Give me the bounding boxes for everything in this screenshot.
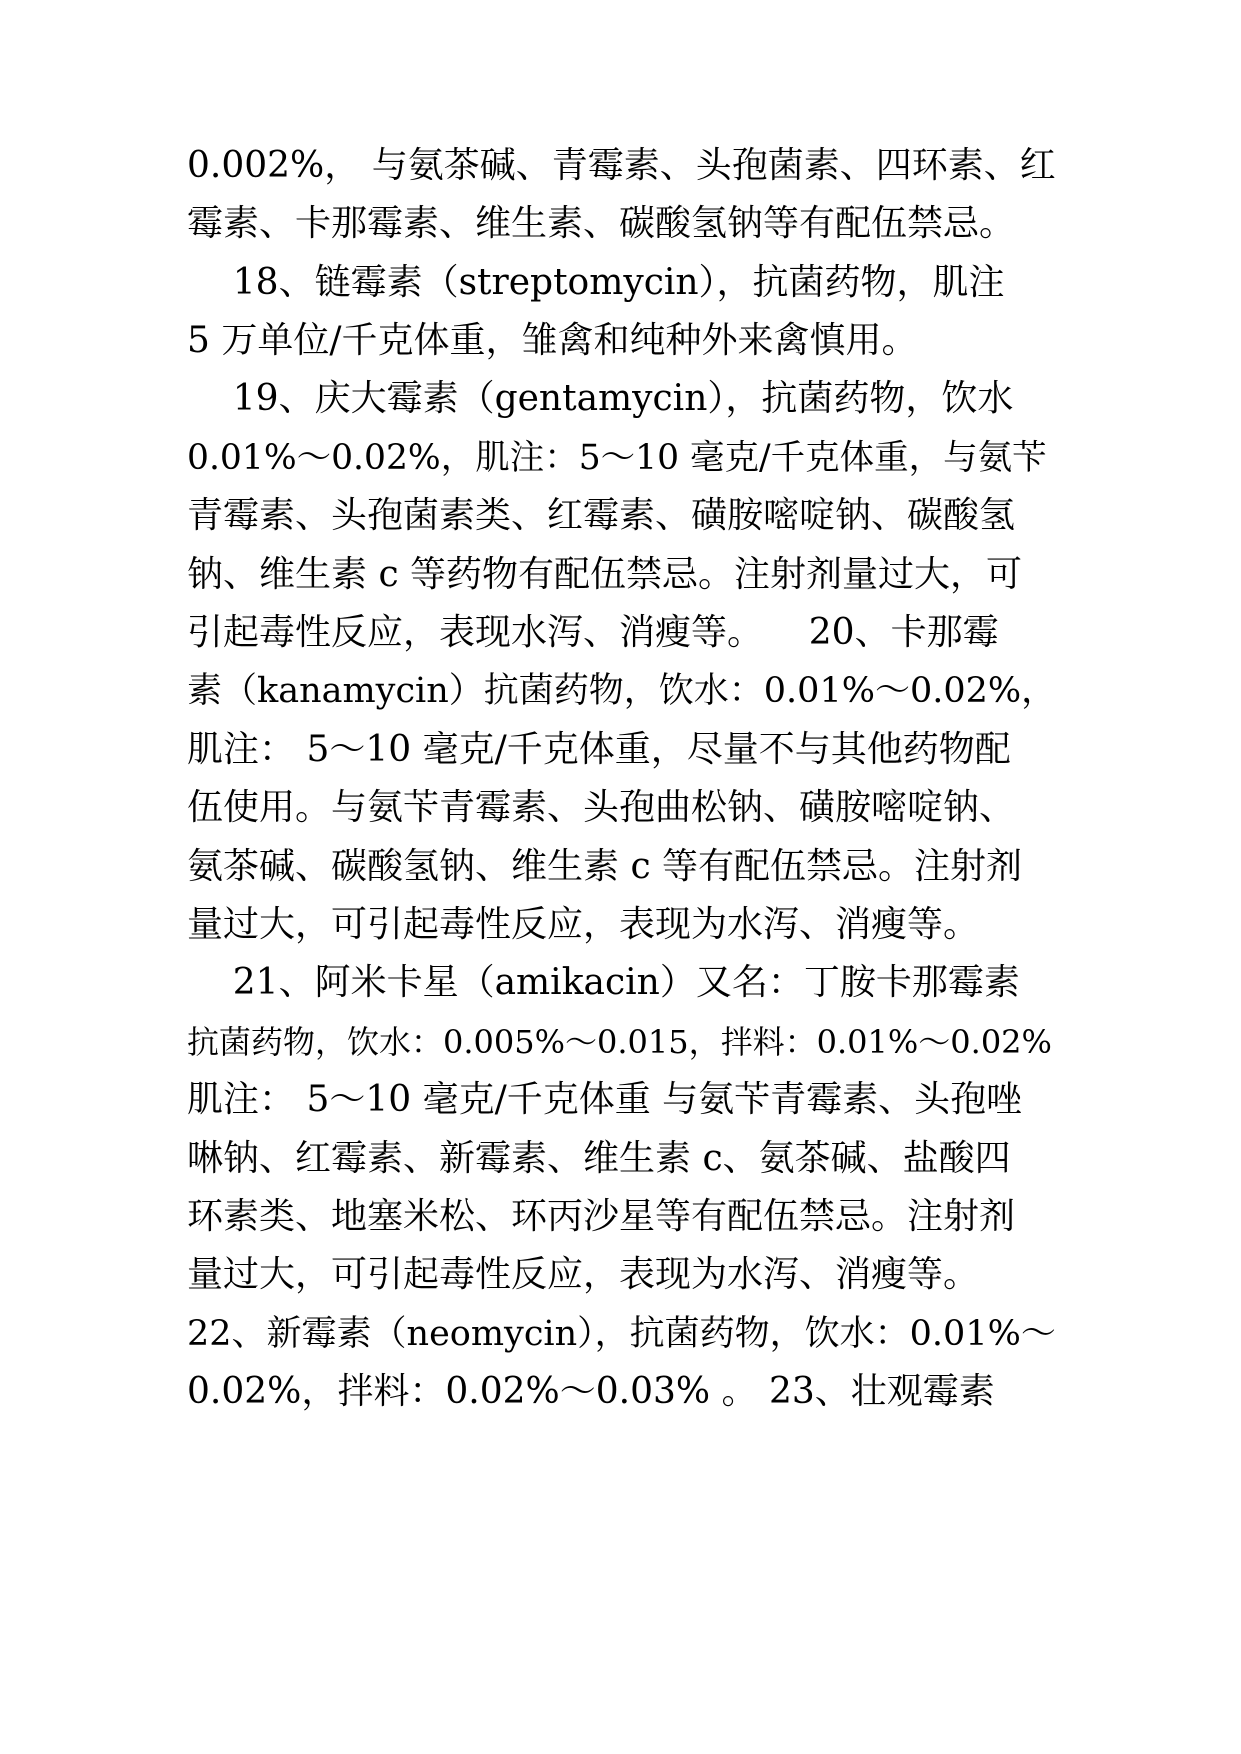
text-line: 肌注： 5～10 毫克/千克体重，尽量不与其他药物配 [187,729,1011,770]
text-line: 18、链霉素（streptomycin），抗菌药物，肌注 [187,262,1005,303]
text-line: 0.01%～0.02%，肌注：5～10 毫克/千克体重，与氨苄 [187,438,1047,478]
text-line: 霉素、卡那霉素、维生素、碳酸氢钠等有配伍禁忌。 [187,203,1016,244]
text-line: 19、庆大霉素（gentamycin），抗菌药物，饮水 [187,378,1014,419]
text-line: 21、阿米卡星（amikacin）又名：丁胺卡那霉素 [187,962,1020,1003]
text-line: 量过大，可引起毒性反应，表现为水泻、消瘦等。 [187,904,980,945]
text-line: 肌注： 5～10 毫克/千克体重 与氨苄青霉素、头孢唑 [187,1079,1023,1120]
text-line: 抗菌药物，饮水：0.005%～0.015，拌料：0.01%～0.02% [187,1023,1052,1061]
text-line: 啉钠、红霉素、新霉素、维生素 c、氨茶碱、盐酸四 [187,1138,1011,1179]
text-line: 0.002%， 与氨茶碱、青霉素、头孢菌素、四环素、红 [187,145,1056,186]
text-line: 青霉素、头孢菌素类、红霉素、磺胺嘧啶钠、碳酸氢 [187,495,1016,536]
text-line: 钠、维生素 c 等药物有配伍禁忌。注射剂量过大，可 [187,554,1023,595]
text-line: 氨茶碱、碳酸氢钠、维生素 c 等有配伍禁忌。注射剂 [187,846,1023,887]
text-line: 环素类、地塞米松、环丙沙星等有配伍禁忌。注射剂 [187,1196,1016,1237]
text-line: 量过大，可引起毒性反应，表现为水泻、消瘦等。 [187,1254,980,1295]
text-line: 22、新霉素（neomycin），抗菌药物，饮水：0.01%～ [187,1314,1056,1354]
text-line: 5 万单位/千克体重，雏禽和纯种外来禽慎用。 [187,320,918,361]
text-line: 0.02%，拌料：0.02%～0.03% 。 23、壮观霉素 [187,1371,995,1412]
text-line: 素（kanamycin）抗菌药物，饮水：0.01%～0.02%， [187,671,1057,711]
text-line: 伍使用。与氨苄青霉素、头孢曲松钠、磺胺嘧啶钠、 [187,787,1016,828]
text-line: 引起毒性反应，表现水泻、消瘦等。 20、卡那霉 [187,612,999,653]
